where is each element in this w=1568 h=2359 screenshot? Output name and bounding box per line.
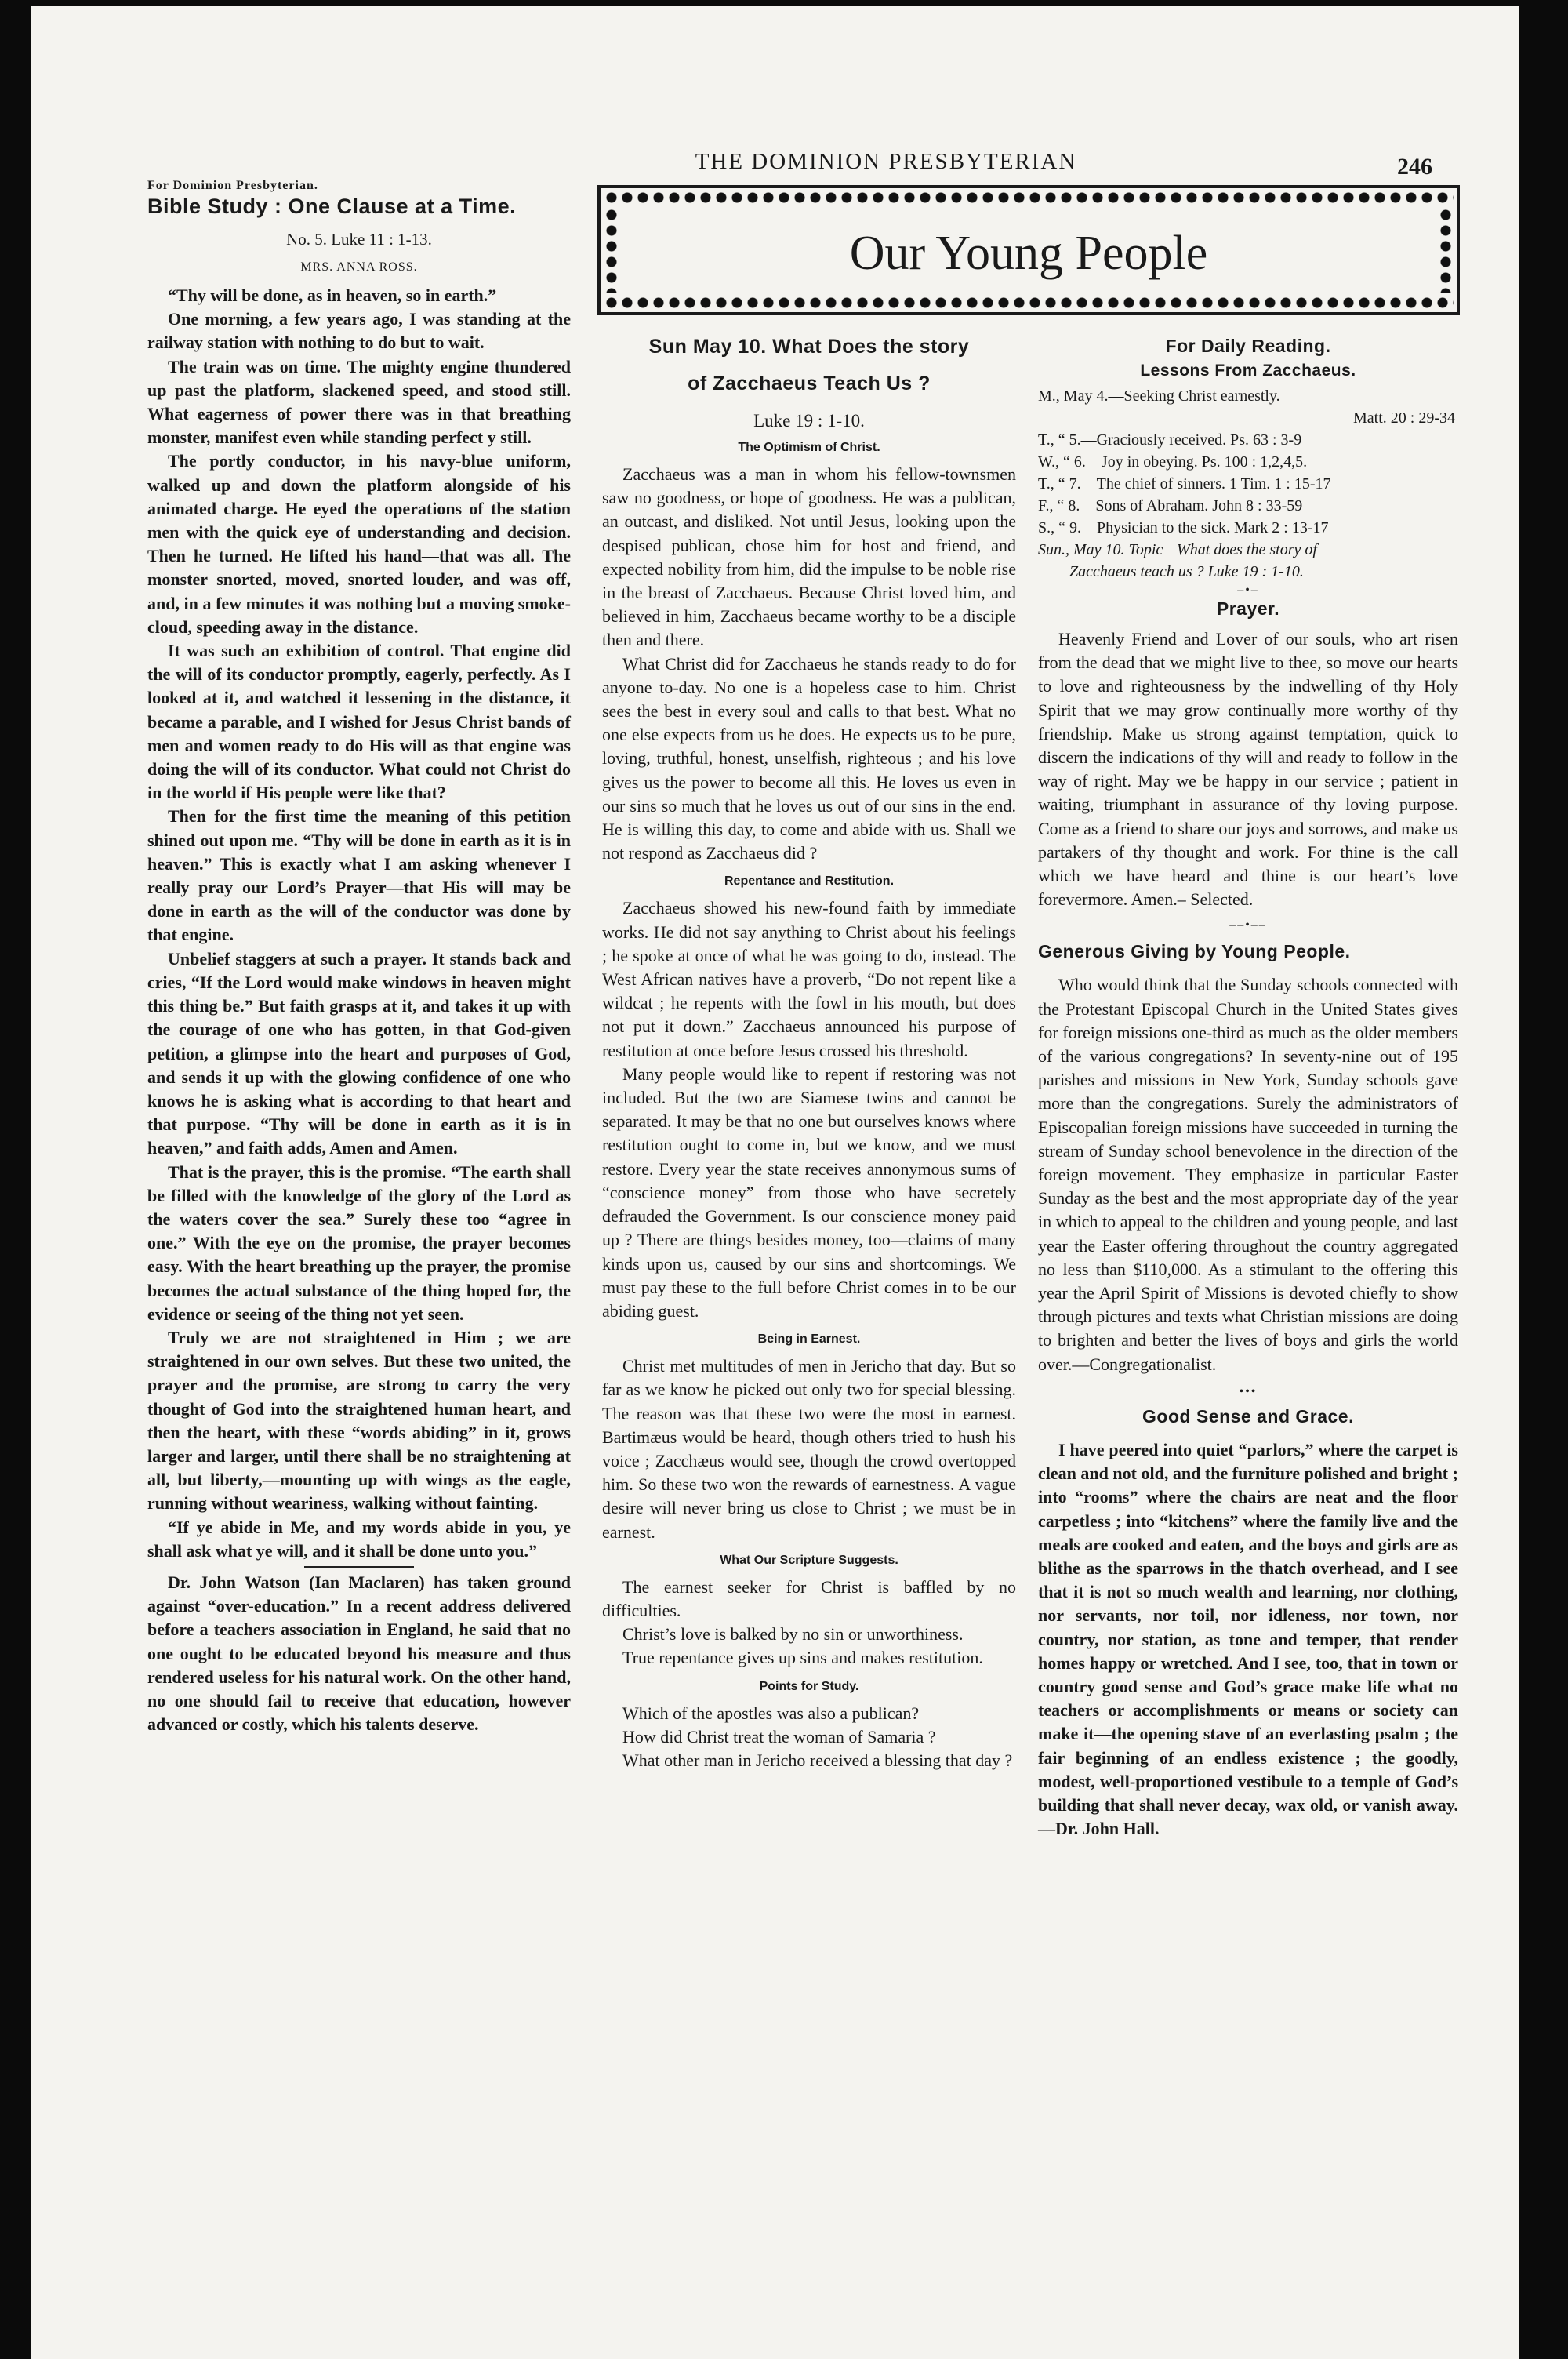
reading-row: M., May 4.—Seeking Christ earnestly. (1038, 387, 1280, 405)
divider: ••• (1239, 1384, 1258, 1398)
banner-title: Our Young People (849, 227, 1208, 280)
reading-row: Sun., May 10. Topic—What does the story of (1038, 541, 1317, 558)
column-1 (147, 179, 571, 1736)
sense-title: Good Sense and Grace. (1142, 1405, 1354, 1427)
paragraph: Christ’s love is balked by no sin or unworthiness. (622, 1624, 964, 1645)
author: MRS. ANNA ROSS. (300, 260, 418, 274)
column-3 (1038, 336, 1458, 1841)
paragraph: Which of the apostles was also a publican? (622, 1703, 920, 1723)
reading-row: S., “ 9.—Physician to the sick. Mark 2 : 13-17 (1038, 519, 1329, 536)
scripture-ref: No. 5. Luke 11 : 1-13. (286, 230, 432, 249)
giving-title: Generous Giving by Young People. (1038, 941, 1351, 962)
reading-row: T., “ 5.—Graciously received. Ps. 63 : 3-9 (1038, 431, 1302, 449)
prayer-title: Prayer. (1216, 598, 1280, 619)
paragraph: Christ met multitudes of men in Jericho that day. But so far as we know he picked out only two for special blessing. The reason was that these two were the most in earnest. Bartimæus would be heard, though others tried to hush his voice ; Zacchæus would see, though the crowd overtopped him. So these two won the rewards of earnestness. A vague desire will never bring us close to Christ ; we must be in earnest. (602, 1356, 1016, 1542)
subhead: Being in Earnest. (757, 1332, 861, 1347)
subhead: The Optimism of Christ. (738, 441, 880, 454)
paragraph: Unbelief staggers at such a prayer. It stands back and cries, “If the Lord would make windows in heaven might this thing be.” But faith grasps at it, and takes it up with the courage of one who has gotten, in that God-given petition, a glimpse into the heart and purposes of God, and sends it up with the glowing confidence of one who knows he is asking what is according to that heart and that purpose. “Thy will be done in earth as it is in heaven,” and faith adds, Amen and Amen. (147, 948, 571, 1158)
reading-row: T., “ 7.—The chief of sinners. 1 Tim. 1 : 15-17 (1038, 475, 1331, 493)
scan-border-right (1519, 0, 1568, 2359)
paragraph: True repentance gives up sins and makes restitution. (622, 1648, 983, 1668)
section-banner (597, 185, 1460, 315)
column-2 (602, 336, 1016, 1772)
reading-row: Matt. 20 : 29-34 (1353, 409, 1455, 427)
paragraph: Then for the first time the meaning of this petition shined out upon me. “Thy will be done in earth as it is in heaven.” This is exactly what I am asking whenever I really pray our Lord’s Prayer—that His will may be done in earth as the will of the conductor was done by that engine. (147, 806, 571, 945)
paragraph: The earnest seeker for Christ is baffled by no difficulties. (602, 1576, 1016, 1620)
divider: –•– (1237, 583, 1259, 597)
bead-border-bottom (604, 295, 1454, 311)
prayer-text: Heavenly Friend and Lover of our souls, who art risen from the dead that we might live to thee, so move our hearts to love and righteousness by the indwelling of thy Holy Spirit that we may grow continually more worthy of thy friendship. Make us strong against temptation, quick to discern the indications of thy will and ready to follow in the way of right. May we be happy in our service ; patient in waiting, triumphant in assurance of thy loving purpose. Come as a friend to share our joys and sorrows, and make us partakers of thy thought and work. For thine is the call which we have heard and thine is our heart’s love forevermore. Amen.– Selected. (1038, 629, 1458, 910)
subhead: What Our Scripture Suggests. (720, 1553, 898, 1567)
paragraph: One morning, a few years ago, I was standing at the railway station with nothing to do but to wait. (147, 309, 571, 353)
paragraph: It was such an exhibition of control. That engine did the will of its conductor promptly, eagerly, perfectly. As I looked at it, and watched it lessening in the distance, it became a parable, and I wished for Jesus Christ bands of men and women ready to do His will as that engine was doing the will of its conductor. What could not Christ do in the world if His people were like that? (147, 641, 571, 803)
paragraph: Truly we are not straightened in Him ; we are straightened in our own selves. But these two united, the prayer and the promise, are strong to carry the very thought of God into the straightened human heart, and then the heart, with these “words abiding” in it, grows larger and larger, until there shall be no straightening at all, but liberty,—mounting up with wings as the eagle, running without weariness, walking without fainting. (147, 1327, 571, 1514)
paragraph: Dr. John Watson (Ian Maclaren) has taken ground against “over-education.” In a recent address delivered before a teachers association in England, he said that no one ought to be educated beyond his measure and thus rendered useless for his natural work. On the other hand, no one should fail to receive that education, however advanced or costly, which his talents deserve. (147, 1572, 571, 1735)
paragraph: Many people would like to repent if restoring was not included. But the two are Siamese twins and cannot be separated. It may be that no one but ourselves knows where restitution ought to come in, but we know, and we must restore. Every year the state receives annonymous sums of “conscience money” from those who have secretely defrauded the Government. Is our conscience money paid up ? There are things besides money, too—claims of many kinds upon us, caused by our sins and shortcomings. We must pay these to the full before Christ comes in to be our abiding guest. (602, 1063, 1016, 1321)
daily-reading-title: For Daily Reading. (1165, 336, 1331, 356)
paragraph: What other man in Jericho received a blessing that day ? (622, 1750, 1013, 1770)
reading-list (1038, 385, 1458, 583)
article-credit: For Dominion Presbyterian. (147, 179, 318, 192)
reading-row: W., “ 6.—Joy in obeying. Ps. 100 : 1,2,4,5. (1038, 453, 1308, 471)
paragraph: The train was on time. The mighty engine thundered up past the platform, slackened speed, and stood still. What eagerness of power there was in that breathing monster, manifest even while standing perfect y still. (147, 356, 571, 448)
giving-text: Who would think that the Sunday schools connected with the Protestant Episcopal Church in the United States gives for foreign missions one-third as much as the older members of the various congregations? In seventy-nine out of 195 parishes and missions in New York, Sunday schools gave more than the congregations. Surely the administrators of Episcopalian foreign missions have succeeded in turning the stream of Sunday school benevolence in the direction of the foreign movement. They emphasize in particular Easter Sunday as the best and the most appropriate day of the year in which to appeal to the children and young people, and last year the Easter offering throughout the country aggregated no less than $110,000. As a stimulant to the offering this year the April Spirit of Missions is devoted chiefly to show through pictures and texts what Christian missions are doing to brighten and better the lives of boys and girls the world over.—Congregationalist. (1038, 975, 1458, 1374)
paragraph: Zacchaeus showed his new-found faith by immediate works. He did not say anything to Christ about his feelings ; he spoke at once of what he was going to do, instead. The West African natives have a proverb, “Do not repent like a wildcat ; he repents with the fowl in his mouth, but does not put it down.” Zacchaeus announced his purpose of restitution at once before Jesus crossed his threshold. (602, 898, 1016, 1060)
subhead: Points for Study. (759, 1679, 859, 1693)
masthead: THE DOMINION PRESBYTERIAN (695, 149, 1077, 174)
paragraph: “If ye abide in Me, and my words abide in you, ye shall ask what ye will, and it shall be done unto you.” (147, 1517, 571, 1561)
bead-border-top (604, 190, 1454, 205)
divider: ––•–– (1229, 918, 1267, 932)
page-number: 246 (1397, 154, 1432, 180)
article-title: Bible Study : One Clause at a Time. (147, 194, 517, 218)
lesson-ref: Luke 19 : 1-10. (753, 411, 865, 431)
article-body (147, 284, 571, 1563)
paragraph: That is the prayer, this is the promise. “The earth shall be filled with the knowledge of the glory of the Lord as the waters cover the sea.” Surely these too “agree in one.” With the eye on the promise, the prayer becomes easy. With the heart breathing up the prayer, the promise becomes the actual substance of the thing hoped for, the evidence or seeing of the thing not yet seen. (147, 1161, 571, 1324)
paragraph: “Thy will be done, as in heaven, so in earth.” (168, 285, 497, 305)
paragraph: What Christ did for Zacchaeus he stands ready to do for anyone to-day. No one is a hopeless case to him. Christ sees the best in every soul and calls to that best. What no one else expects from us he does. He expects us to be pure, loving, truthful, honest, unselfish, righteous ; and his love gives us the power to become all this. He loves us even in our sins so much that he loves us out of our sins in the end. He is willing this day, to come and abide with us. Shall we not respond as Zacchaeus did ? (602, 653, 1016, 863)
sense-text: I have peered into quiet “parlors,” where the carpet is clean and not old, and the furniture polished and bright ; into “rooms” where the chairs are neat and the floor carpetless ; into “kitchens” where the family live and the meals are cooked and eaten, and the boys and girls are as blithe as the sparrows in the thatch overhead, and I see that it is not so much wealth and learning, nor clothing, nor servants, nor toil, nor idleness, nor town, nor country, nor station, as tone and temper, that render homes happy or wretched. And I see, too, that in town or country good sense and God’s grace make life what no teachers or accomplishments or means or society can make it—the opening stave of an everlasting psalm ; the fair beginning of an endless existence ; the goodly, modest, well-proportioned vestibule to a temple of God’s building that shall never decay, wax old, or vanish away.—Dr. John Hall. (1038, 1439, 1458, 1839)
daily-reading-subtitle: Lessons From Zacchaeus. (1140, 362, 1356, 380)
lesson-title-line1: Sun May 10. What Does the story (648, 336, 970, 358)
watson-note (147, 1571, 571, 1736)
paragraph: How did Christ treat the woman of Samaria ? (622, 1726, 936, 1747)
subhead: Repentance and Restitution. (724, 874, 895, 889)
scan-border-top (0, 0, 1568, 6)
paragraph: Zacchaeus was a man in whom his fellow-townsmen saw no goodness, or hope of goodness. He was a publican, an outcast, and disliked. Not until Jesus, looking upon the despised publican, chose him for host and friend, and expected nobility from him, did the impulse to be noble rise in the breast of Zacchaeus. Because Christ loved him, and believed in him, Zacchaeus became worthy to be a disciple then and there. (602, 464, 1016, 650)
lesson-title-line2: of Zacchaeus Teach Us ? (688, 373, 931, 394)
reading-row: Zacchaeus teach us ? Luke 19 : 1-10. (1069, 563, 1304, 580)
divider (147, 1566, 571, 1568)
reading-row: F., “ 8.—Sons of Abraham. John 8 : 33-59 (1038, 497, 1303, 514)
scan-border-left (0, 0, 31, 2359)
paragraph: The portly conductor, in his navy-blue uniform, walked up and down the platform alongside of his animated charge. He eyed the operations of the station men with the quick eye of understanding and decision. Then he turned. He lifted his hand—that was all. The monster snorted, moved, snorted louder, and was off, and, in a few minutes it was nothing but a moving smoke-cloud, speeding away in the distance. (147, 451, 571, 637)
